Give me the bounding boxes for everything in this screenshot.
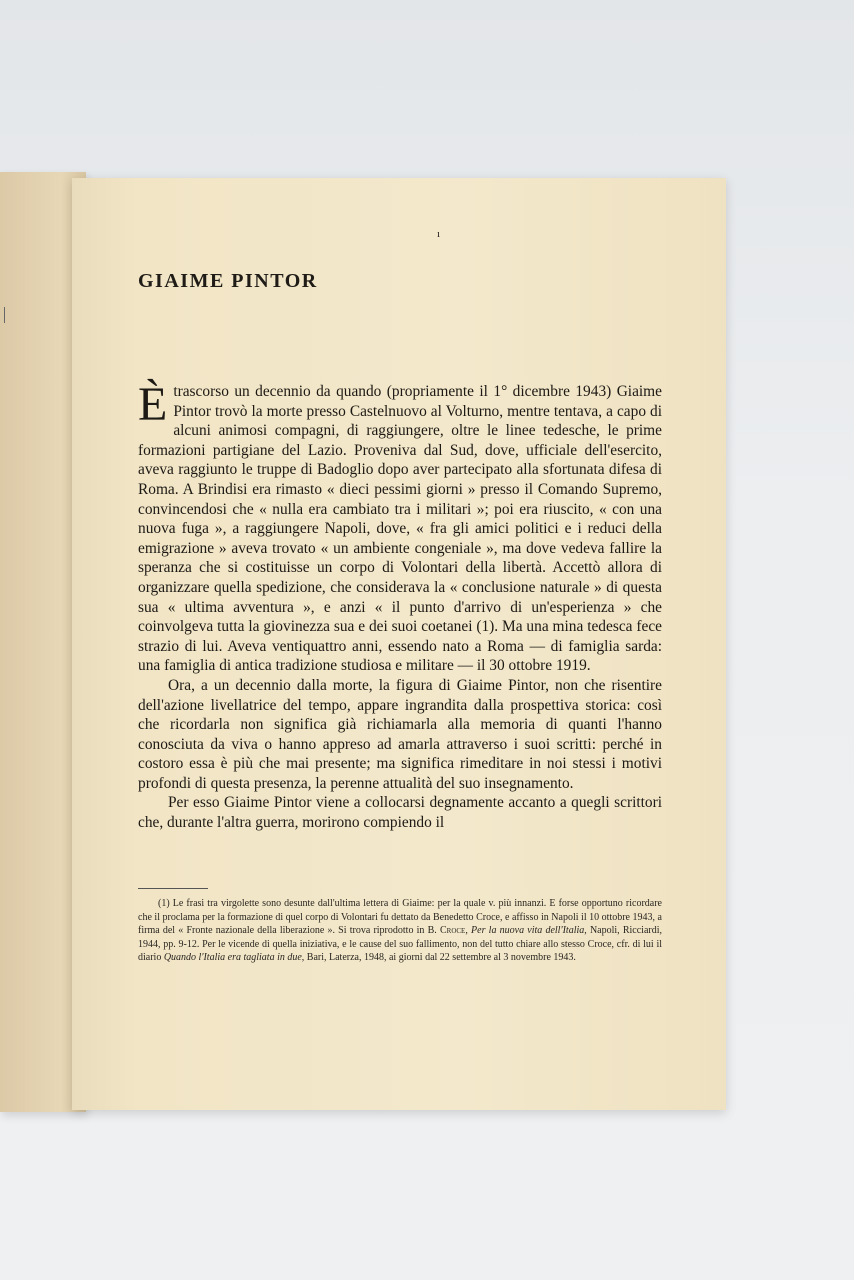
- page-number: ı: [437, 228, 441, 240]
- paragraph-1: [138, 378, 662, 676]
- footnote-text-c: , Napoli, Ricciardi, 1944, pp. 9-12. Per le vicende di quella iniziativa, e le cause del suo fallimento, non del tutto chiare allo stesso Croce, cfr. di lui il diario: [138, 925, 663, 964]
- drop-cap: È: [138, 378, 168, 431]
- body-text: [138, 378, 662, 833]
- page-title: GIAIME PINTOR: [138, 270, 318, 292]
- margin-mark: [4, 307, 5, 323]
- paragraph-2: Ora, a un decennio dalla morte, la figura di Giaime Pintor, non che risentire dell'azione livellatrice del tempo, appare ingrandita dalla prospettiva storica: così che ricordarla non significa già richiamarla alla memoria di quanti l'hanno conosciuta da viva o hanno appreso ad amarla attraverso i suoi scritti: perché in costoro essa è più che mai presente; ma significa rimeditare in noi stessi i motivi profondi di questa presenza, la perenne attualità del suo insegnamento.: [138, 676, 662, 792]
- footnote-rule: [138, 888, 208, 889]
- footnote: [138, 897, 662, 965]
- book-page: [72, 178, 726, 1110]
- footnote-author: Croce: [439, 925, 466, 937]
- footnote-title-1: Per la nuova vita dell'Italia: [471, 925, 585, 937]
- footnote-title-2: Quando l'Italia era tagliata in due: [163, 952, 302, 964]
- paragraph-3: Per esso Giaime Pintor viene a collocarsi degnamente accanto a quegli scrittori che, durante l'altra guerra, morirono compiendo il: [138, 794, 662, 832]
- footnote-text-a: (1) Le frasi tra virgolette sono desunte dall'ultima lettera di Giaime: per la quale v. più innanzi. E forse opportuno ricordare che il proclama per la formazione di quel corpo di Volontari fu dettato da Benedetto Croce, e affisso in Napoli il 10 ottobre 1943, a firma del « Fronte nazionale della liberazione ». Si trova riprodotto in B.: [138, 898, 662, 937]
- footnote-text-b: ,: [465, 925, 472, 937]
- footnote-text-d: , Bari, Laterza, 1948, ai giorni dal 22 settembre al 3 novembre 1943.: [301, 952, 576, 964]
- paragraph-1-text: trascorso un decennio da quando (propriamente il 1° dicembre 1943) Giaime Pintor trovò la morte presso Castelnuovo al Volturno, mentre tentava, a capo di alcuni animosi compagni, di raggiungere, oltre le linee tedesche, le prime formazioni partigiane del Lazio. Proveniva dal Sud, dove, ufficiale dell'esercito, aveva raggiunto le truppe di Badoglio dopo aver partecipato alla sfortunata difesa di Roma. A Brindisi era rimasto « dieci pessimi giorni » presso il Comando Supremo, convincendosi che « nulla era cambiato tra i militari »; poi era riuscito, « con una nuova fuga », a raggiungere Napoli, dove, « fra gli amici politici e i reduci della emigrazione » aveva trovato « un ambiente congeniale », ma dove vedeva fallire la speranza che si costituisse un corpo di Volontari della libertà. Accettò allora di organizzare quella spedizione, che considerava la « conclusione naturale » di questa sua « ultima avventura », e anzi « il punto d'arrivo di un'esperienza » che coinvolgeva tutta la giovinezza sua e dei suoi coetanei (1). Ma una mina tedesca fece strazio di lui. Aveva ventiquattro anni, essendo nato a Roma — di famiglia sarda: una famiglia di antica tradizione studiosa e militare — il 30 ottobre 1919.: [138, 383, 662, 675]
